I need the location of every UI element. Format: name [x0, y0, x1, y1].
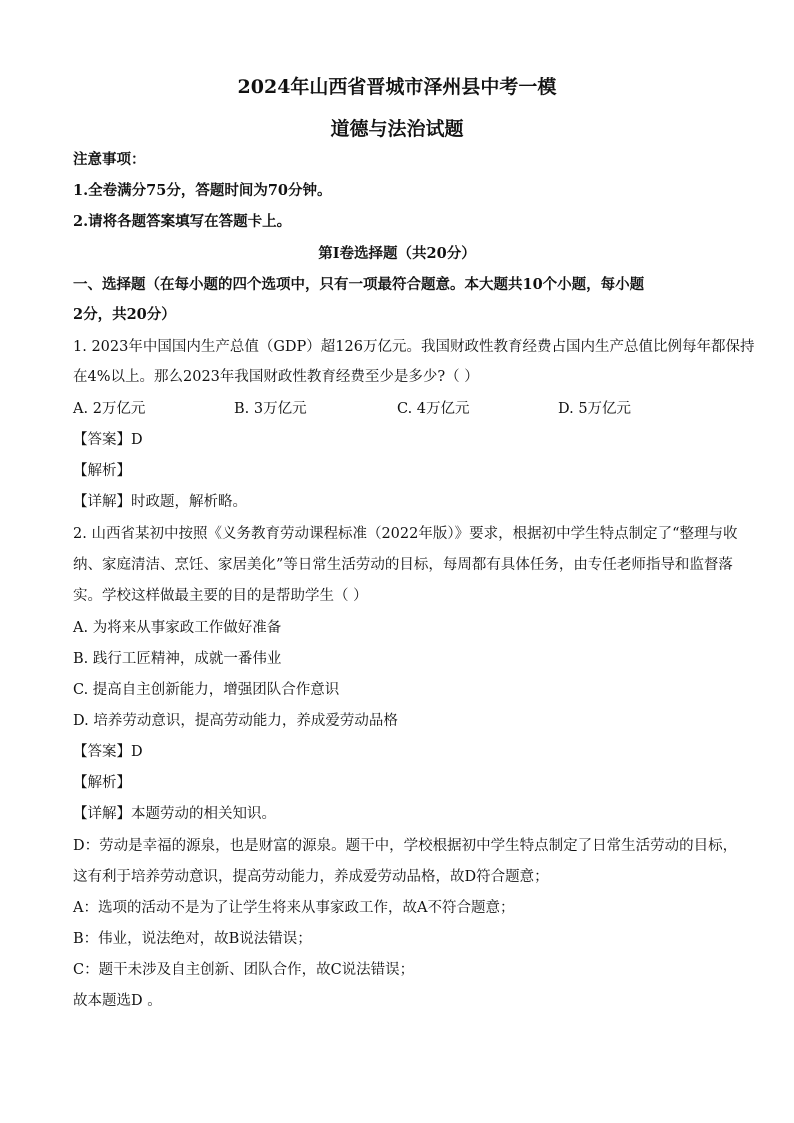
q2-analysis-label: 【解析】: [73, 775, 131, 791]
q1-option-c: C. 4万亿元: [397, 401, 470, 417]
q1-stem: 在4%以上。那么2023年我国财政性教育经费至少是多少?（ ）: [73, 369, 479, 385]
q2-stem: 2. 山西省某初中按照《义务教育劳动课程标准（2022年版）》要求，根据初中学生特点制定了“整理与收: [73, 526, 738, 542]
q1-stem: 1. 2023年中国国内生产总值（GDP）超126万亿元。我国财政性教育经费占国内生产总值比例每年都保持: [73, 339, 755, 355]
q2-option-a: A. 为将来从事家政工作做好准备: [73, 620, 282, 636]
q2-detail: 【详解】本题劳动的相关知识。: [73, 806, 276, 822]
q1-analysis-label: 【解析】: [73, 463, 131, 479]
q2-explanation-line: D：劳动是幸福的源泉，也是财富的源泉。题干中，学校根据初中学生特点制定了日常生活劳动的目标，: [73, 838, 738, 854]
q2-stem: 纳、家庭清洁、烹饪、家居美化”等日常生活劳动的目标，每周都有具体任务，由专任老师指导和监督落: [73, 557, 733, 573]
q2-option-c: C. 提高自主创新能力，增强团队合作意识: [73, 682, 340, 698]
q2-explanation-line: B：伟业，说法绝对，故B说法错误；: [73, 931, 312, 947]
section-instruction: 一、选择题（在每小题的四个选项中，只有一项最符合题意。本大题共10个小题，每小题: [73, 276, 645, 293]
q2-answer: 【答案】D: [73, 744, 143, 760]
q2-conclusion: 故本题选D 。: [73, 993, 162, 1009]
section-instruction: 2分，共20分）: [73, 306, 176, 323]
q1-option-b: B. 3万亿元: [234, 401, 307, 417]
section-title: 第Ⅰ卷选择题（共20分）: [318, 245, 476, 262]
notice-item: 2.请将各题答案填写在答题卡上。: [73, 213, 292, 230]
exam-title: 2024年山西省晋城市泽州县中考一模: [237, 76, 557, 98]
q1-answer: 【答案】D: [73, 432, 143, 448]
q2-option-d: D. 培养劳动意识，提高劳动能力，养成爱劳动品格: [73, 713, 398, 729]
exam-subject: 道德与法治试题: [330, 118, 464, 140]
q2-explanation-line: A：选项的活动不是为了让学生将来从事家政工作，故A不符合题意；: [73, 900, 515, 916]
q1-option-d: D. 5万亿元: [558, 401, 632, 417]
q2-stem: 实。学校这样做最主要的目的是帮助学生（ ）: [73, 588, 368, 604]
q2-explanation-line: 这有利于培养劳动意识，提高劳动能力，养成爱劳动品格，故D符合题意；: [73, 869, 549, 885]
q2-option-b: B. 践行工匠精神，成就一番伟业: [73, 651, 282, 667]
q2-explanation-line: C：题干未涉及自主创新、团队合作，故C说法错误；: [73, 962, 415, 978]
notice-item: 1.全卷满分75分，答题时间为70分钟。: [73, 182, 332, 199]
q1-detail: 【详解】时政题，解析略。: [73, 494, 247, 510]
q1-option-a: A. 2万亿元: [73, 401, 146, 417]
notice-heading: 注意事项：: [73, 151, 146, 168]
